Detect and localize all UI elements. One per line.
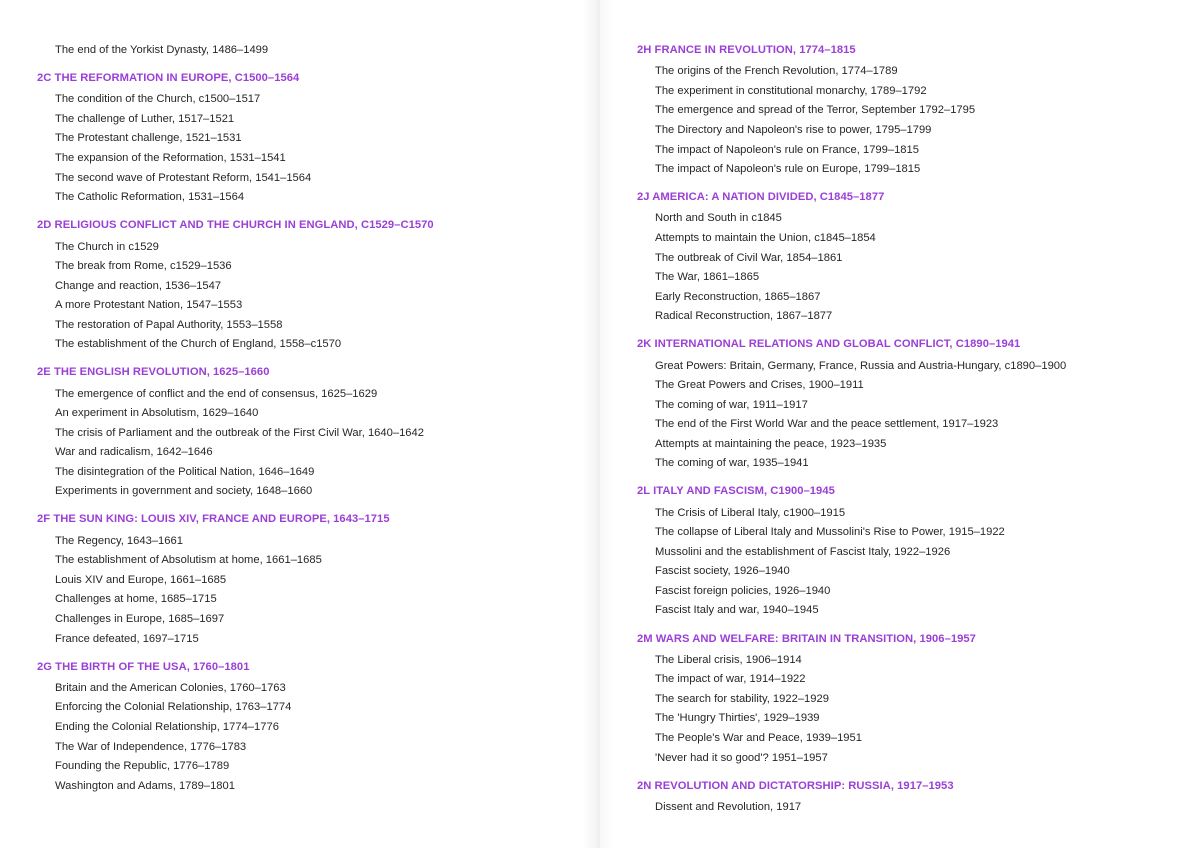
toc-item: The coming of war, 1911–1917: [655, 398, 808, 411]
section-heading: 2M WARS AND WELFARE: BRITAIN IN TRANSITION, 1906–1957: [637, 632, 976, 645]
toc-item: The impact of war, 1914–1922: [655, 673, 806, 686]
section-heading: 2E THE ENGLISH REVOLUTION, 1625–1660: [37, 366, 270, 379]
toc-item: The emergence and spread of the Terror, September 1792–1795: [655, 104, 976, 117]
section-heading: 2G THE BIRTH OF THE USA, 1760–1801: [37, 660, 250, 673]
toc-item: Washington and Adams, 1789–1801: [55, 779, 235, 792]
toc-item: The collapse of Liberal Italy and Mussolini's Rise to Power, 1915–1922: [655, 526, 1005, 539]
toc-item: Louis XIV and Europe, 1661–1685: [55, 573, 227, 586]
toc-section: [637, 482, 1200, 621]
toc-item: The end of the Yorkist Dynasty, 1486–1499: [55, 44, 269, 56]
toc-item: Fascist foreign policies, 1926–1940: [655, 584, 831, 597]
section-heading: 2H FRANCE IN REVOLUTION, 1774–1815: [637, 44, 856, 56]
section-heading: 2N REVOLUTION AND DICTATORSHIP: RUSSIA, 1917–1953: [637, 779, 954, 792]
toc-item: The break from Rome, c1529–1536: [55, 260, 232, 273]
toc-item: An experiment in Absolutism, 1629–1640: [55, 407, 259, 420]
toc-item: Change and reaction, 1536–1547: [55, 279, 222, 292]
toc-item: War and radicalism, 1642–1646: [55, 446, 213, 459]
toc-item: The People's War and Peace, 1939–1951: [655, 732, 862, 745]
toc-item: The experiment in constitutional monarchy, 1789–1792: [655, 84, 927, 97]
toc-item: The condition of the Church, c1500–1517: [55, 93, 261, 106]
toc-item: The Great Powers and Crises, 1900–1911: [655, 379, 864, 392]
toc-item: France defeated, 1697–1715: [55, 632, 199, 645]
toc-item: Challenges in Europe, 1685–1697: [55, 612, 225, 625]
toc-item: The restoration of Papal Authority, 1553–1558: [55, 318, 283, 331]
toc-item: The establishment of Absolutism at home, 1661–1685: [55, 554, 322, 567]
toc-item: The origins of the French Revolution, 1774–1789: [655, 65, 898, 78]
section-heading: 2J AMERICA: A NATION DIVIDED, C1845–1877: [637, 191, 885, 204]
toc-item: A more Protestant Nation, 1547–1553: [55, 299, 243, 312]
toc-item: The impact of Napoleon's rule on France, 1799–1815: [655, 143, 919, 156]
toc-item: Mussolini and the establishment of Fascist Italy, 1922–1926: [655, 545, 951, 558]
toc-item: North and South in c1845: [655, 212, 782, 225]
toc-section: [37, 510, 598, 649]
toc-item: The search for stability, 1922–1929: [655, 692, 829, 705]
toc-item: Radical Reconstruction, 1867–1877: [655, 310, 833, 323]
toc-item: The outbreak of Civil War, 1854–1861: [655, 251, 843, 264]
toc-item: The expansion of the Reformation, 1531–1541: [55, 152, 286, 165]
toc-item: Ending the Colonial Relationship, 1774–1776: [55, 720, 279, 733]
toc-item: The Regency, 1643–1661: [55, 534, 183, 547]
toc-item: 'Never had it so good'? 1951–1957: [655, 751, 828, 764]
left-page: [0, 0, 598, 848]
section-heading: 2D RELIGIOUS CONFLICT AND THE CHURCH IN ENGLAND, C1529–C1570: [37, 219, 434, 232]
toc-item: Fascist society, 1926–1940: [655, 565, 790, 578]
toc-section: [37, 363, 598, 502]
toc-item: Enforcing the Colonial Relationship, 1763–1774: [55, 701, 292, 714]
toc-section: [37, 69, 598, 208]
section-heading: 2K INTERNATIONAL RELATIONS AND GLOBAL CONFLICT, C1890–1941: [637, 338, 1021, 351]
toc-item: The Directory and Napoleon's rise to power, 1795–1799: [655, 123, 932, 136]
toc-item: Fascist Italy and war, 1940–1945: [655, 604, 819, 617]
toc-item: The 'Hungry Thirties', 1929–1939: [655, 712, 820, 725]
toc-item: Experiments in government and society, 1648–1660: [55, 485, 313, 498]
right-page: [598, 0, 1200, 848]
toc-item: The second wave of Protestant Reform, 1541–1564: [55, 171, 312, 184]
toc-section: [37, 658, 598, 797]
toc-section: [637, 630, 1200, 769]
toc-section: [37, 216, 598, 355]
toc-item: The crisis of Parliament and the outbreak of the First Civil War, 1640–1642: [55, 426, 424, 439]
section-heading: 2C THE REFORMATION IN EUROPE, C1500–1564: [37, 72, 300, 85]
toc-item: The War, 1861–1865: [655, 271, 760, 284]
toc-item: The Crisis of Liberal Italy, c1900–1915: [655, 506, 846, 519]
toc-item: The Protestant challenge, 1521–1531: [55, 132, 242, 145]
toc-item: Dissent and Revolution, 1917: [655, 800, 802, 813]
toc-section: [637, 188, 1200, 327]
toc-section: [637, 41, 1200, 180]
toc-item: The end of the First World War and the peace settlement, 1917–1923: [655, 418, 999, 431]
toc-section: [637, 335, 1200, 474]
toc-item: Britain and the American Colonies, 1760–1763: [55, 681, 286, 694]
toc-item: Attempts to maintain the Union, c1845–1854: [655, 232, 876, 245]
section-heading: 2F THE SUN KING: LOUIS XIV, FRANCE AND EUROPE, 1643–1715: [37, 513, 390, 526]
toc-item: The disintegration of the Political Nation, 1646–1649: [55, 465, 315, 478]
toc-item: Great Powers: Britain, Germany, France, Russia and Austria-Hungary, c1890–1900: [655, 359, 1067, 372]
toc-item: The emergence of conflict and the end of consensus, 1625–1629: [55, 387, 378, 400]
toc-item: The impact of Napoleon's rule on Europe, 1799–1815: [655, 163, 921, 176]
toc-item: The challenge of Luther, 1517–1521: [55, 112, 235, 125]
toc-item: The Liberal crisis, 1906–1914: [655, 653, 802, 666]
toc-item: The War of Independence, 1776–1783: [55, 740, 247, 753]
toc-item: Challenges at home, 1685–1715: [55, 593, 217, 606]
section-heading: 2L ITALY AND FASCISM, C1900–1945: [637, 485, 835, 498]
toc-item: Early Reconstruction, 1865–1867: [655, 290, 821, 303]
toc-item: The Catholic Reformation, 1531–1564: [55, 191, 245, 204]
toc-item: Founding the Republic, 1776–1789: [55, 760, 230, 773]
toc-item: Attempts at maintaining the peace, 1923–1935: [655, 437, 887, 450]
toc-item: The Church in c1529: [55, 240, 159, 253]
toc-section: [637, 777, 1200, 818]
toc-item: The establishment of the Church of England, 1558–c1570: [55, 338, 342, 351]
toc-item: The coming of war, 1935–1941: [655, 457, 809, 470]
